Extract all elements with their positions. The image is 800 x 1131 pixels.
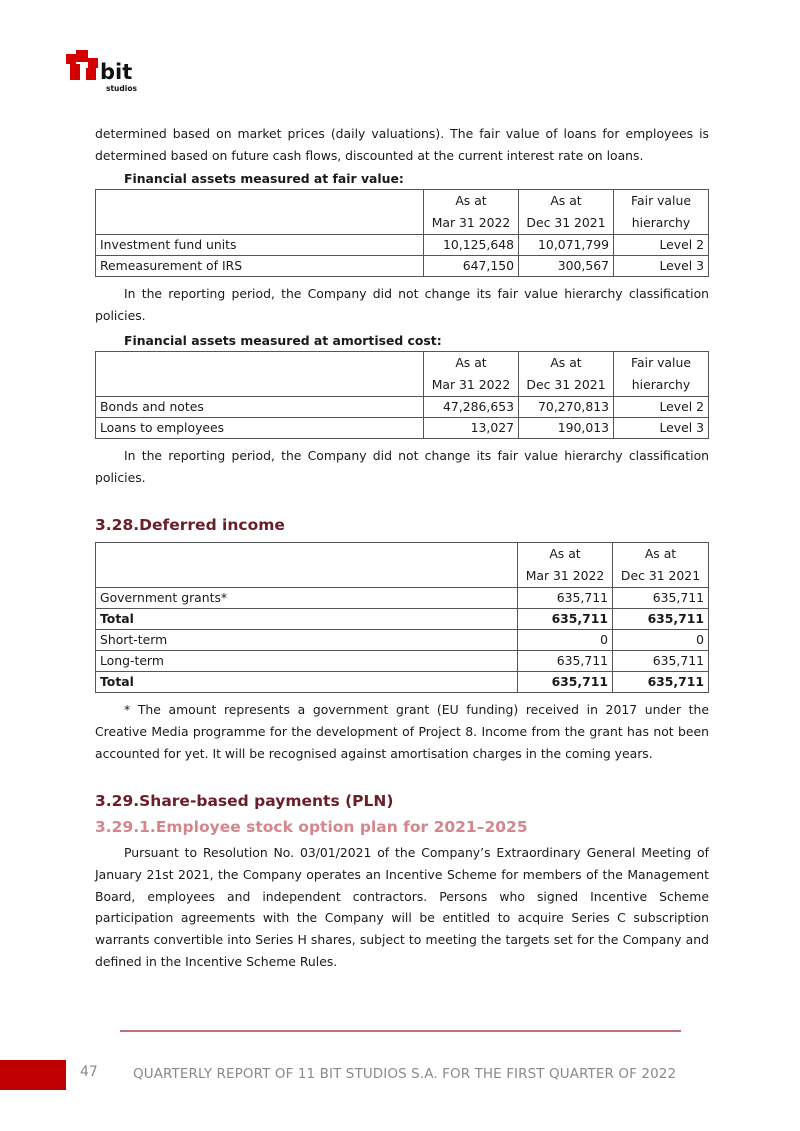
- svg-text:bit: bit: [100, 60, 133, 84]
- table-header-row: [96, 351, 709, 396]
- page-number: 47: [80, 1064, 98, 1080]
- header-dec: As at Dec 31 2021: [519, 351, 614, 396]
- table-header-row: [96, 190, 709, 235]
- table-row: Remeasurement of IRS 647,150 300,567 Level 3: [96, 256, 709, 277]
- footer-report-title: QUARTERLY REPORT OF 11 BIT STUDIOS S.A. FOR THE FIRST QUARTER OF 2022: [133, 1066, 677, 1082]
- stock-option-paragraph: Pursuant to Resolution No. 03/01/2021 of the Company’s Extraordinary General Meeting of January 21st 2021, the Company operates an Incentive Scheme for members of the Management Board, employees and independent contractors. Persons who signed Incentive Scheme participation agreements with the Company will be entitled to acquire Series C subscription warrants convertible into Series H shares, subject to meeting the targets set for the Company and defined in the Incentive Scheme Rules.: [95, 845, 709, 969]
- header-hierarchy: Fair value hierarchy: [614, 351, 709, 396]
- company-logo: [66, 48, 156, 94]
- eleven-bit-logo-icon: [66, 48, 156, 94]
- table-row: Government grants* 635,711 635,711: [96, 588, 709, 609]
- table-header-row: [96, 543, 709, 588]
- table-row-total: Total 635,711 635,711: [96, 609, 709, 630]
- header-dec: As at Dec 31 2021: [613, 543, 709, 588]
- table-row: Long-term 635,711 635,711: [96, 651, 709, 672]
- amortised-cost-table: [95, 351, 709, 439]
- header-mar: As at Mar 31 2022: [424, 351, 519, 396]
- deferred-income-heading: 3.28.Deferred income: [95, 516, 285, 535]
- deferred-footnote: * The amount represents a government grant (EU funding) received in 2017 under the Creative Media programme for the development of Project 8. Income from the grant has not been accounted for yet. It will be recognised against amortisation charges in the coming years.: [95, 702, 709, 761]
- stock-option-subheading: 3.29.1.Employee stock option plan for 2021–2025: [95, 818, 528, 837]
- svg-text:studios: studios: [106, 84, 137, 93]
- header-hierarchy: Fair value hierarchy: [614, 190, 709, 235]
- table-row: Short-term 0 0: [96, 630, 709, 651]
- fair-value-table: [95, 189, 709, 277]
- table-row: Bonds and notes 47,286,653 70,270,813 Level 2: [96, 396, 709, 417]
- deferred-income-table: [95, 542, 709, 693]
- share-based-heading: 3.29.Share-based payments (PLN): [95, 792, 394, 811]
- intro-paragraph: determined based on market prices (daily valuations). The fair value of loans for employees is determined based on future cash flows, discounted at the current interest rate on loans.: [95, 126, 709, 163]
- table-row: Loans to employees 13,027 190,013 Level 3: [96, 417, 709, 438]
- header-dec: As at Dec 31 2021: [519, 190, 614, 235]
- footer-color-block: [0, 1060, 66, 1090]
- header-mar: As at Mar 31 2022: [518, 543, 613, 588]
- footer-divider: [120, 1030, 681, 1032]
- header-mar: As at Mar 31 2022: [424, 190, 519, 235]
- fair-value-table-caption: Financial assets measured at fair value:: [124, 171, 404, 187]
- table-row-total: Total 635,711 635,711: [96, 672, 709, 693]
- policy-paragraph-2: In the reporting period, the Company did not change its fair value hierarchy classification policies.: [95, 447, 709, 485]
- table-row: Investment fund units 10,125,648 10,071,799 Level 2: [96, 235, 709, 256]
- policy-paragraph-1: In the reporting period, the Company did not change its fair value hierarchy classification policies.: [95, 286, 709, 324]
- page-content: [95, 123, 709, 973]
- amortised-table-caption: Financial assets measured at amortised cost:: [124, 332, 442, 348]
